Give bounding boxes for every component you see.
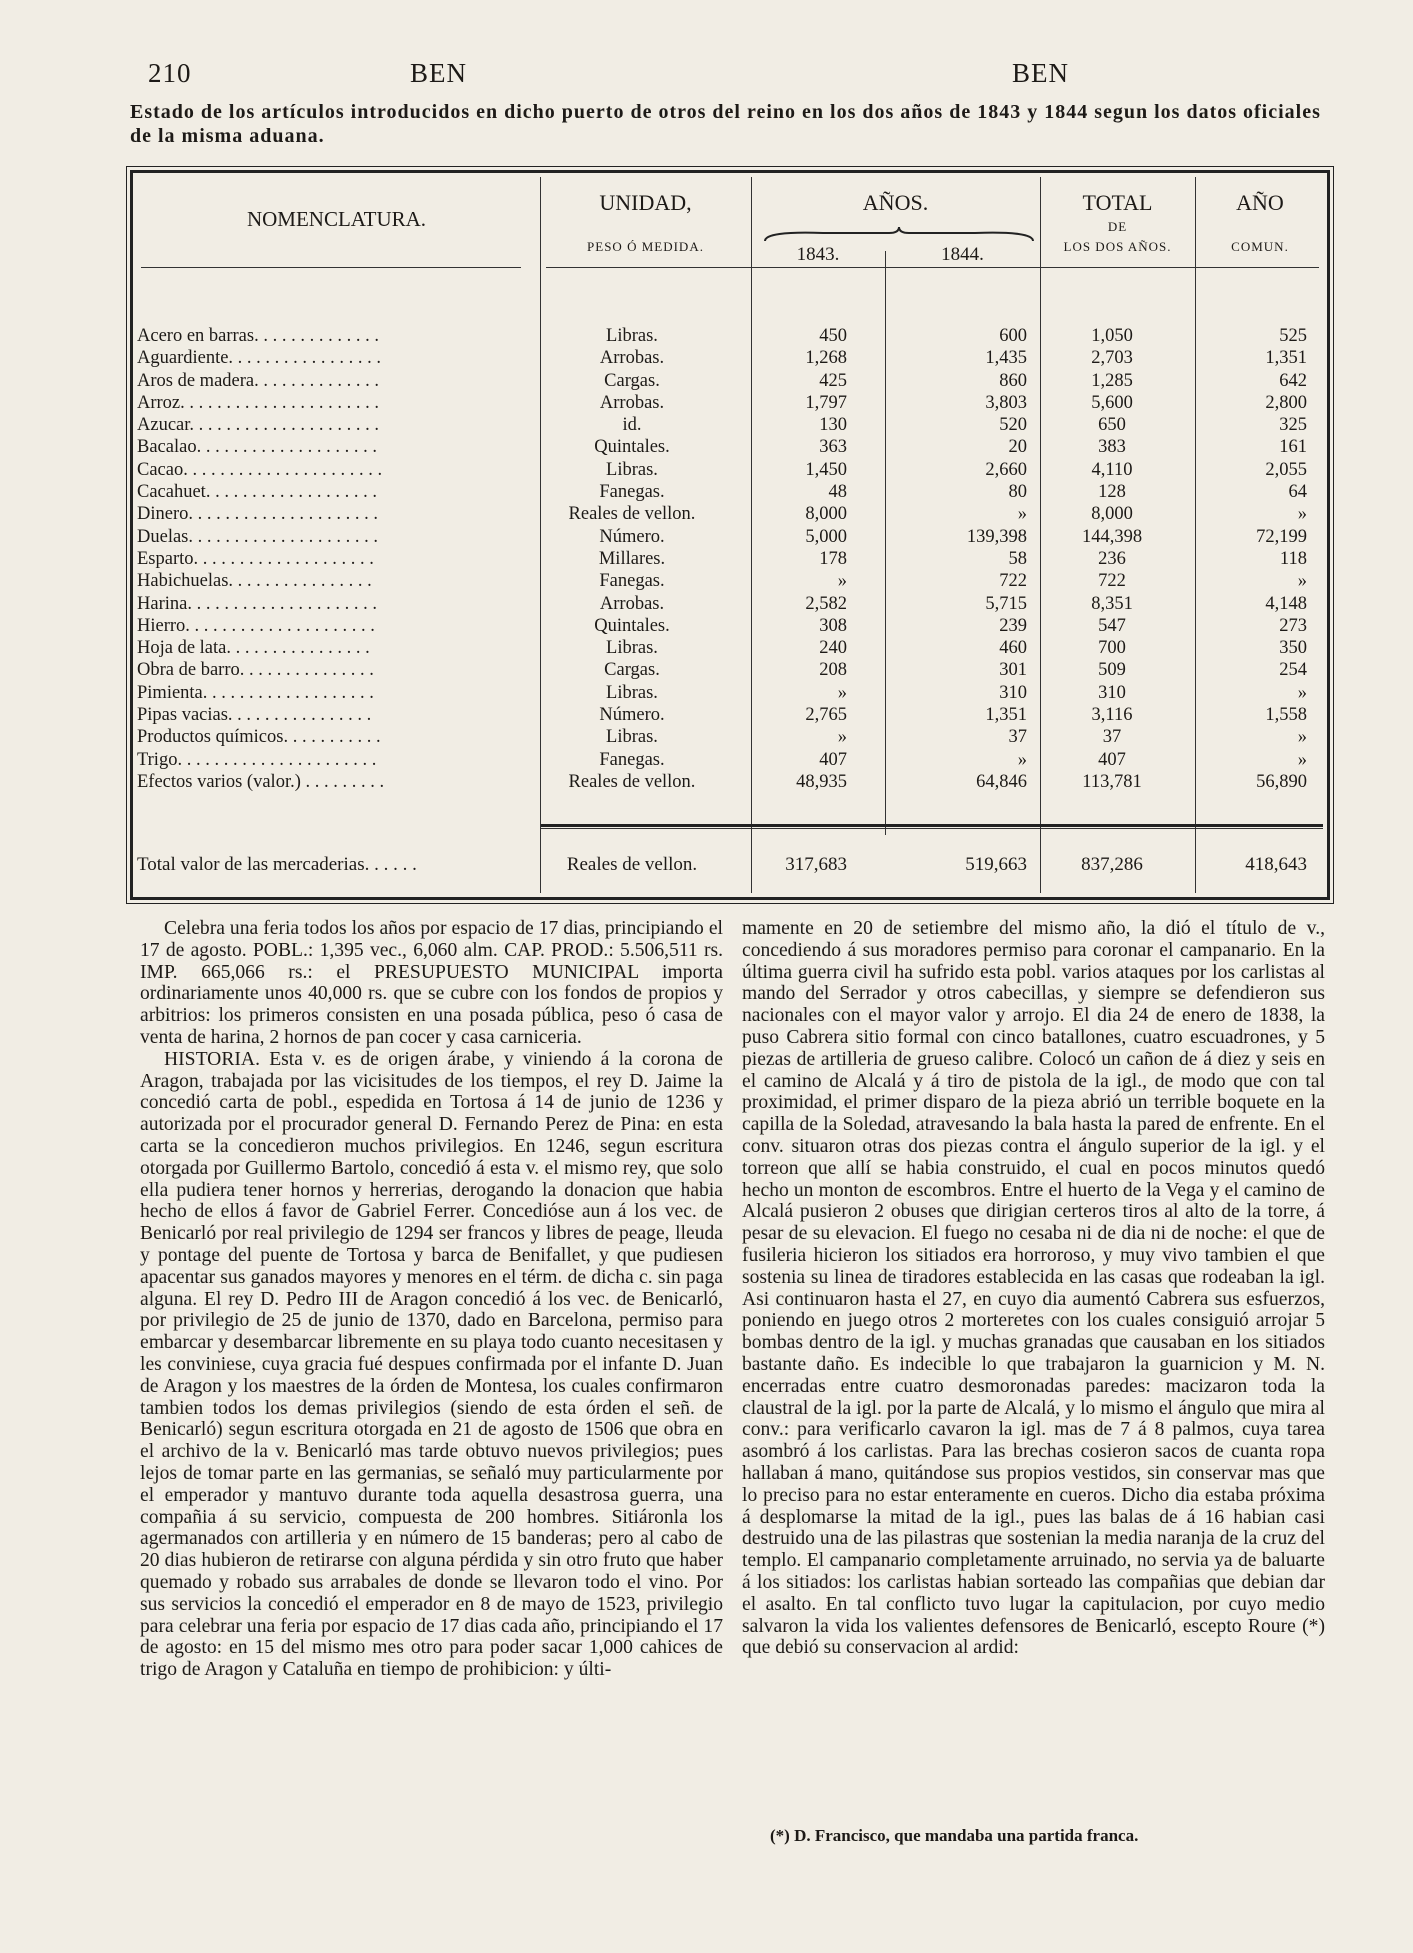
table-row bbox=[137, 726, 1327, 748]
item-comun: 350 bbox=[1279, 638, 1307, 659]
item-1843: 48,935 bbox=[796, 771, 847, 792]
item-total: 3,116 bbox=[1091, 705, 1133, 726]
item-1844: 520 bbox=[999, 415, 1027, 436]
item-1843: » bbox=[837, 727, 847, 748]
item-1843: 1,450 bbox=[805, 459, 847, 480]
item-comun: 2,055 bbox=[1265, 459, 1307, 480]
item-total: 144,398 bbox=[1081, 526, 1143, 547]
item-1843: 1,797 bbox=[805, 392, 847, 413]
item-1843: 5,000 bbox=[805, 526, 847, 547]
item-comun: » bbox=[1297, 749, 1307, 770]
item-name: Efectos varios (valor.) . . . . . . . . . bbox=[137, 771, 385, 792]
running-head-left: BEN bbox=[410, 58, 467, 88]
item-comun: 4,148 bbox=[1265, 593, 1307, 614]
item-1843: 240 bbox=[819, 638, 847, 659]
table-row bbox=[137, 436, 1327, 458]
item-1844: 310 bbox=[999, 682, 1027, 703]
item-comun: 72,199 bbox=[1256, 526, 1307, 547]
item-1843: » bbox=[837, 682, 847, 703]
table-row bbox=[137, 392, 1327, 414]
item-name: Esparto. . . . . . . . . . . . . . . . . . . . bbox=[137, 548, 374, 569]
item-unit: Número. bbox=[599, 526, 665, 547]
item-comun: 1,558 bbox=[1265, 705, 1307, 726]
item-unit: Libras. bbox=[606, 727, 658, 748]
table-row bbox=[137, 659, 1327, 681]
table-row bbox=[137, 481, 1327, 503]
table-row bbox=[137, 548, 1327, 570]
item-unit: Arrobas. bbox=[599, 593, 665, 614]
item-1843: 2,582 bbox=[805, 593, 847, 614]
item-total: 5,600 bbox=[1091, 392, 1133, 413]
item-1843: 8,000 bbox=[805, 504, 847, 525]
table-row bbox=[137, 615, 1327, 637]
total-both: 837,286 bbox=[1081, 854, 1143, 875]
item-1844: » bbox=[1017, 749, 1027, 770]
item-comun: » bbox=[1297, 727, 1307, 748]
table-row bbox=[137, 593, 1327, 615]
item-1844: 860 bbox=[999, 370, 1027, 391]
item-total: 650 bbox=[1098, 415, 1126, 436]
imports-table bbox=[130, 170, 1330, 900]
item-unit: Arrobas. bbox=[599, 348, 665, 369]
header-anos: AÑOS. bbox=[862, 190, 929, 215]
item-unit: Quintales. bbox=[594, 437, 670, 458]
item-comun: 325 bbox=[1279, 415, 1307, 436]
table-row bbox=[137, 459, 1327, 481]
item-comun: 254 bbox=[1279, 660, 1307, 681]
item-total: 509 bbox=[1098, 660, 1126, 681]
item-unit: Libras. bbox=[606, 638, 658, 659]
item-total: 407 bbox=[1098, 749, 1126, 770]
table-row bbox=[137, 526, 1327, 548]
item-comun: 161 bbox=[1279, 437, 1307, 458]
table-row bbox=[137, 682, 1327, 704]
running-head-right: BEN bbox=[1012, 58, 1069, 88]
header-1844: 1844. bbox=[941, 244, 984, 265]
item-total: 2,703 bbox=[1091, 348, 1133, 369]
header-total-de: DE bbox=[1107, 219, 1128, 234]
item-comun: 1,351 bbox=[1265, 348, 1307, 369]
item-name: Aros de madera. . . . . . . . . . . . . . bbox=[137, 370, 379, 391]
item-unit: Fanegas. bbox=[599, 749, 665, 770]
item-unit: Cargas. bbox=[604, 370, 660, 391]
item-1844: 20 bbox=[1008, 437, 1027, 458]
paragraph: Celebra una feria todos los años por espacio de 17 dias, principiando el 17 de agosto. POBL.: 1,395 vec., 6,060 alm. CAP. PROD.: 5.506,511 rs. IMP. 665,066 rs.: el PRESUPUESTO MUNICIPAL importa ordinariamente unos 40,000 rs. que se cubre con los fondos de propios y arbitrios: los primeros consisten en una posada pública, peso ó casa de venta de harina, 2 hornos de pan cocer y casa carniceria. bbox=[140, 918, 723, 1048]
item-1844: 5,715 bbox=[985, 593, 1027, 614]
item-1844: 139,398 bbox=[966, 526, 1027, 547]
right-column bbox=[742, 918, 1325, 1659]
item-unit: Cargas. bbox=[604, 660, 660, 681]
item-unit: Libras. bbox=[606, 459, 658, 480]
header-1843: 1843. bbox=[796, 244, 840, 265]
item-1844: 80 bbox=[1008, 482, 1027, 503]
item-unit: Libras. bbox=[606, 326, 658, 346]
item-total: 722 bbox=[1098, 571, 1126, 592]
item-name: Acero en barras. . . . . . . . . . . . . . bbox=[137, 326, 379, 346]
item-unit: Millares. bbox=[598, 548, 666, 569]
header-total: TOTAL bbox=[1082, 190, 1153, 215]
item-name: Cacahuet. . . . . . . . . . . . . . . . . . . bbox=[137, 482, 377, 503]
item-1843: 1,268 bbox=[805, 348, 847, 369]
item-total: 8,000 bbox=[1091, 504, 1133, 525]
item-comun: 525 bbox=[1279, 326, 1307, 346]
item-name: Dinero. . . . . . . . . . . . . . . . . . . . . bbox=[137, 504, 378, 525]
header-rule bbox=[546, 267, 1319, 268]
item-unit: Reales de vellon. bbox=[568, 504, 696, 525]
table-row bbox=[137, 570, 1327, 592]
item-name: Harina. . . . . . . . . . . . . . . . . . . . . bbox=[137, 593, 377, 614]
table-row bbox=[137, 414, 1327, 436]
item-name: Pimienta. . . . . . . . . . . . . . . . . . . bbox=[137, 682, 374, 703]
item-total: 383 bbox=[1098, 437, 1126, 458]
item-comun: » bbox=[1297, 504, 1307, 525]
item-name: Arroz. . . . . . . . . . . . . . . . . . . . . . bbox=[137, 392, 380, 413]
item-name: Aguardiente. . . . . . . . . . . . . . . . . bbox=[137, 348, 382, 369]
item-name: Duelas. . . . . . . . . . . . . . . . . . . . . bbox=[137, 526, 378, 547]
item-unit: Número. bbox=[599, 705, 665, 726]
item-1844: 239 bbox=[999, 615, 1027, 636]
item-1843: 130 bbox=[819, 415, 847, 436]
item-comun: 2,800 bbox=[1265, 392, 1307, 413]
item-1843: 407 bbox=[819, 749, 847, 770]
item-1844: 64,846 bbox=[976, 771, 1027, 792]
item-name: Trigo. . . . . . . . . . . . . . . . . . . . . . bbox=[137, 749, 377, 770]
header-ano: AÑO bbox=[1236, 190, 1284, 215]
item-total: 547 bbox=[1098, 615, 1126, 636]
table-row bbox=[137, 347, 1327, 369]
item-1844: 1,435 bbox=[985, 348, 1027, 369]
total-rule-thin bbox=[541, 828, 1323, 829]
total-unit: Reales de vellon. bbox=[566, 854, 698, 875]
item-1844: 600 bbox=[999, 326, 1027, 346]
item-1843: 178 bbox=[819, 548, 847, 569]
item-1843: 363 bbox=[819, 437, 847, 458]
item-1844: 2,660 bbox=[985, 459, 1027, 480]
item-1844: » bbox=[1017, 504, 1027, 525]
table-row bbox=[137, 370, 1327, 392]
item-comun: » bbox=[1297, 682, 1307, 703]
item-name: Azucar. . . . . . . . . . . . . . . . . . . . . bbox=[137, 415, 380, 436]
header-unidad: UNIDAD, bbox=[599, 190, 692, 215]
header-unidad-sub: PESO Ó MEDIDA. bbox=[587, 239, 704, 254]
item-name: Obra de barro. . . . . . . . . . . . . . . bbox=[137, 660, 374, 681]
total-1844: 519,663 bbox=[965, 854, 1027, 875]
item-1844: 37 bbox=[1008, 727, 1027, 748]
item-unit: Fanegas. bbox=[599, 482, 665, 503]
item-total: 4,110 bbox=[1091, 459, 1133, 480]
item-name: Pipas vacias. . . . . . . . . . . . . . . . bbox=[137, 705, 372, 726]
item-comun: » bbox=[1297, 571, 1307, 592]
item-total: 310 bbox=[1098, 682, 1126, 703]
item-total: 128 bbox=[1098, 482, 1126, 503]
page-number: 210 bbox=[148, 58, 192, 88]
item-unit: Fanegas. bbox=[599, 571, 665, 592]
total-1843: 317,683 bbox=[785, 854, 847, 875]
item-1843: 48 bbox=[828, 482, 847, 503]
item-comun: 642 bbox=[1279, 370, 1307, 391]
total-row bbox=[137, 853, 1327, 877]
table-title: Estado de los artículos introducidos en dicho puerto de otros del reino en los dos años de 1843 y 1844 segun los datos oficiales de la misma aduana. bbox=[130, 101, 1321, 147]
table-row bbox=[137, 771, 1327, 793]
total-rule bbox=[541, 824, 1323, 827]
item-comun: 64 bbox=[1288, 482, 1307, 503]
header-rule bbox=[141, 267, 521, 268]
table-row bbox=[137, 637, 1327, 659]
item-name: Cacao. . . . . . . . . . . . . . . . . . . . . . bbox=[137, 459, 383, 480]
item-1843: 308 bbox=[819, 615, 847, 636]
item-1843: 208 bbox=[819, 660, 847, 681]
header-nomenclatura: NOMENCLATURA. bbox=[246, 207, 427, 231]
item-total: 700 bbox=[1098, 638, 1126, 659]
table-row bbox=[137, 749, 1327, 771]
item-comun: 118 bbox=[1279, 548, 1307, 569]
item-total: 1,285 bbox=[1091, 370, 1133, 391]
item-total: 37 bbox=[1102, 727, 1122, 748]
table-row bbox=[137, 325, 1327, 347]
item-1844: 3,803 bbox=[985, 392, 1027, 413]
item-comun: 56,890 bbox=[1256, 771, 1307, 792]
table-row bbox=[137, 704, 1327, 726]
item-name: Productos químicos. . . . . . . . . . . bbox=[137, 727, 381, 748]
header-total-sub: LOS DOS AÑOS. bbox=[1063, 239, 1172, 254]
footnote: (*) D. Francisco, que mandaba una partida franca. bbox=[770, 1826, 1139, 1845]
item-unit: id. bbox=[622, 415, 642, 436]
item-1843: 425 bbox=[819, 370, 847, 391]
item-total: 113,781 bbox=[1082, 771, 1142, 792]
item-1844: 1,351 bbox=[985, 705, 1027, 726]
item-1844: 301 bbox=[999, 660, 1027, 681]
item-name: Bacalao. . . . . . . . . . . . . . . . . . . . bbox=[137, 437, 377, 458]
header-ano-sub: COMUN. bbox=[1231, 239, 1289, 254]
item-1844: 58 bbox=[1008, 548, 1027, 569]
item-1843: 2,765 bbox=[805, 705, 847, 726]
paragraph: mamente en 20 de setiembre del mismo año, la dió el título de v., concediendo á sus moradores permiso para coronar el campanario. En la última guerra civil ha sufrido esta pobl. varios ataques por los carlistas al mando del Serrador y otros cabecillas, y siempre se defendieron sus nacionales con el mayor valor y arrojo. El dia 24 de enero de 1838, la puso Cabrera sitio formal con cinco batallones, cuatro escuadrones, y 5 piezas de artilleria de grueso calibre. Colocó un cañon de á diez y seis en el camino de Alcalá y á tiro de pistola de la igl., de modo que con tal proximidad, el primer disparo de la pieza abrió un terrible boquete en la capilla de la Soledad, atravesando la bala hasta la pared de enfrente. En el conv. situaron otras dos piezas contra el ángulo superior de la igl. y el torreon que allí se habia construido, el cual en pocos minutos quedó hecho un monton de escombros. Entre el huerto de la Vega y el camino de Alcalá pusieron 2 obuses que dirigian certeros tiros al alto de la torre, á pesar de su elevacion. El fuego no cesaba ni de dia ni de noche: el que de fusileria hicieron los sitiados era horroroso, y muy vivo tambien el que sostenia su linea de tiradores establecida en las casas que rodeaban la igl. Asi continuaron hasta el 27, en cuyo dia aumentó Cabrera sus esfuerzos, poniendo en juego otros 2 morteretes con los cuales consiguió arrojar 5 bombas dentro de la igl. y muchas granadas que causaban en los sitiados bastante daño. Es indecible lo que trabajaron la guarnicion y M. N. encerradas entre cuatro desmoronadas paredes: macizaron toda la claustral de la igl. por la parte de Alcalá, y lo mismo el ángulo que mira al conv.: para verificarlo cavaron la igl. mas de 7 á 8 palmos, cuya tarea asombró á los carlistas. Para las brechas cosieron sacos de cuanta ropa hallaban á mano, quitándose sus propios vestidos, sin conservar mas que lo preciso para no estar enteramente en cueros. Dicho dia estaba próxima á desplomarse la mitad de la igl., pues las balas de á 16 habian casi destruido una de las pilastras que sostenian la media naranja de la cruz del templo. El campanario completamente arruinado, no servia ya de baluarte á los sitiados: los carlistas habian sorteado las compañias que debian dar el asalto. En tal conflicto tuvo lugar la capitulacion, por cuyo medio salvaron la vida los valientes defensores de Benicarló, escepto Roure (*) que debió su conservacion al ardid: bbox=[742, 918, 1325, 1659]
item-unit: Libras. bbox=[606, 682, 658, 703]
table-body bbox=[137, 325, 1327, 793]
item-unit: Reales de vellon. bbox=[568, 771, 696, 792]
item-comun: 273 bbox=[1279, 615, 1307, 636]
item-1844: 460 bbox=[999, 638, 1027, 659]
item-1843: » bbox=[837, 571, 847, 592]
total-comun: 418,643 bbox=[1245, 854, 1307, 875]
item-total: 8,351 bbox=[1091, 593, 1133, 614]
item-1844: 722 bbox=[999, 571, 1027, 592]
left-column bbox=[140, 918, 723, 1681]
table-row bbox=[137, 503, 1327, 525]
item-name: Hoja de lata. . . . . . . . . . . . . . . . bbox=[137, 638, 370, 659]
item-total: 1,050 bbox=[1091, 326, 1133, 346]
paragraph: HISTORIA. Esta v. es de origen árabe, y viniendo á la corona de Aragon, trabajada por las vicisitudes de los tiempos, el rey D. Jaime la concedió carta de pobl., espedida en Tortosa á 14 de junio de 1236 y autorizada por el procurador general D. Fernando Perez de Pina: en esta carta se la concedieron muchos privilegios. En 1246, segun escritura otorgada por Guillermo Bartolo, concedió á esta v. el mismo rey, que solo ella pudiera tener hornos y herrerias, derogando la donacion que habia hecho de ellos á favor de Gabriel Ferrer. Concedióse aun á los vec. de Benicarló por real privilegio de 1294 ser francos y libres de peage, lleuda y pontage del puente de Tortosa y barca de Benifallet, y que pudiesen apacentar sus ganados mayores y menores en el térm. de dicha c. sin paga alguna. El rey D. Pedro III de Aragon concedió á los vec. de Benicarló, por privilegio de 25 de junio de 1370, dado en Barcelona, permiso para embarcar y desembarcar libremente en su playa todo cuanto necesitasen y les conviniese, cuya gracia fué despues confirmada por el infante D. Juan de Aragon y los maestres de la órden de Montesa, los cuales confirmaron tambien todos los demas privilegios (siendo de esta órden el señ. de Benicarló) segun escritura otorgada en 21 de agosto de 1506 que obra en el archivo de la v. Benicarló mas tarde obtuvo nuevos privilegios; pues lejos de tomar parte en las germanias, se señaló muy particularmente por el emperador y mantuvo durante toda aquella desastrosa guerra, una compañia á su servicio, compuesta de 200 hombres. Sitiáronla los agermanados con artilleria y en número de 15 banderas; pero al cabo de 20 dias hubieron de retirarse con alguna pérdida y sin otro fruto que haber quemado y robado sus arrabales de donde se llevaron todo el vino. Por sus servicios la concedió el emperador en 8 de mayo de 1523, privilegio para celebrar una feria por espacio de 17 dias cada año, principiando el 17 de agosto: en 15 del mismo mes otro para poder sacar 1,000 cahices de trigo de Aragon y Cataluña en tiempo de prohibicion: y últi- bbox=[140, 1048, 723, 1681]
item-unit: Arrobas. bbox=[599, 392, 665, 413]
item-unit: Quintales. bbox=[594, 615, 670, 636]
item-total: 236 bbox=[1098, 548, 1126, 569]
item-name: Hierro. . . . . . . . . . . . . . . . . . . . . bbox=[137, 615, 375, 636]
brace-icon bbox=[763, 225, 1035, 243]
item-name: Habichuelas. . . . . . . . . . . . . . . . bbox=[137, 571, 372, 592]
item-1843: 450 bbox=[819, 326, 847, 346]
total-label: Total valor de las mercaderias. . . . . . bbox=[137, 854, 417, 875]
